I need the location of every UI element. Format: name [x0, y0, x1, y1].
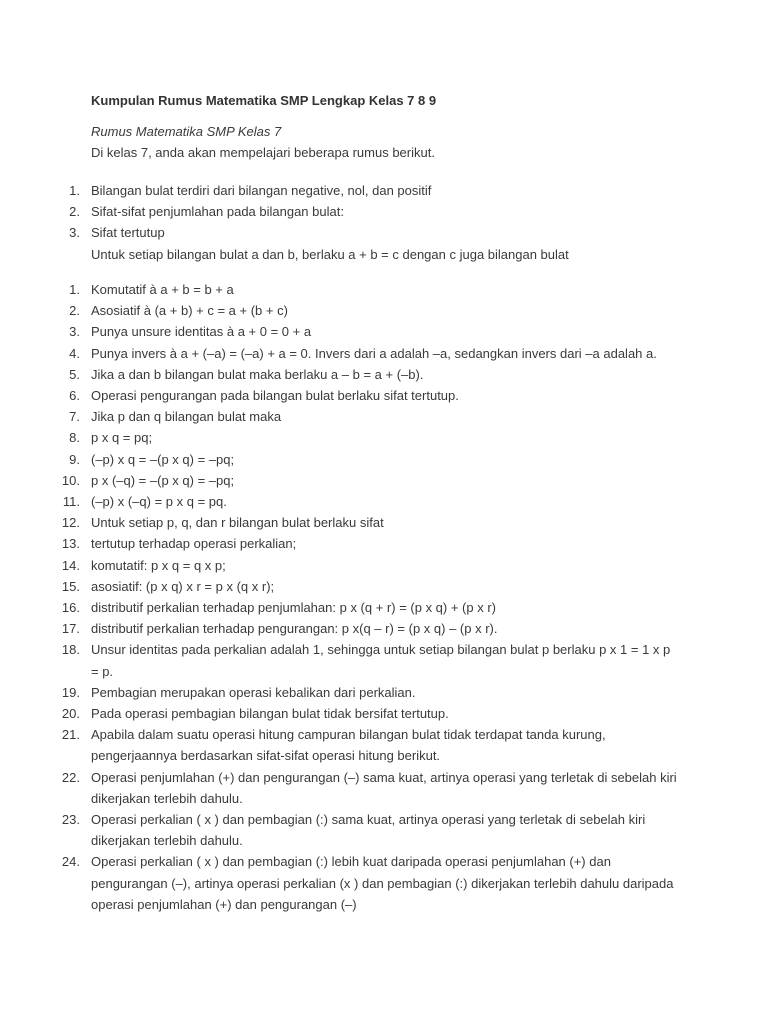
item-number: 3.: [69, 324, 80, 340]
list-item: [0, 364, 681, 385]
item-text: distributif perkalian terhadap penjumlahan: p x (q + r) = (p x q) + (p x r): [91, 600, 496, 616]
list-item: [0, 222, 681, 243]
item-text: Asosiatif à (a + b) + c = a + (b + c): [91, 303, 288, 319]
list-item: [0, 470, 681, 491]
list-item: [0, 682, 681, 703]
list-item: [0, 321, 681, 342]
item-number: 2.: [69, 204, 80, 220]
list-item: [0, 597, 681, 618]
item-text: Sifat-sifat penjumlahan pada bilangan bulat:: [91, 204, 344, 220]
item-number: 12.: [61, 515, 80, 531]
item-text: Operasi perkalian ( x ) dan pembagian (:) sama kuat, artinya operasi yang terletak di sebelah kiri dikerjakan terlebih dahulu.: [91, 812, 646, 849]
item-number: 10.: [61, 472, 80, 488]
closure-text: Untuk setiap bilangan bulat a dan b, berlaku a + b = c dengan c juga bilangan bulat: [91, 246, 569, 262]
item-number: 21.: [61, 727, 80, 743]
item-text: distributif perkalian terhadap pengurangan: p x(q – r) = (p x q) – (p x r).: [91, 621, 498, 637]
item-number: 3.: [69, 225, 80, 241]
item-text: Unsur identitas pada perkalian adalah 1, sehingga untuk setiap bilangan bulat p berlaku p x 1 = 1 x p = p.: [91, 642, 671, 679]
item-text: p x q = pq;: [91, 430, 153, 446]
item-number: 7.: [69, 409, 80, 425]
basic-list: [0, 180, 681, 265]
list-item: [0, 406, 681, 427]
list-item: [0, 512, 681, 533]
item-number: 8.: [69, 430, 80, 446]
item-number: 13.: [61, 536, 80, 552]
item-text: Jika a dan b bilangan bulat maka berlaku a – b = a + (–b).: [91, 366, 424, 382]
document-title: Kumpulan Rumus Matematika SMP Lengkap Kelas 7 8 9: [91, 93, 437, 108]
item-text: Punya invers à a + (–a) = (–a) + a = 0. Invers dari a adalah –a, sedangkan invers dari –a adalah a.: [91, 345, 657, 361]
item-number: 17.: [61, 621, 80, 637]
item-number: 23.: [61, 812, 80, 828]
list-item: [0, 300, 681, 321]
list-item: [0, 343, 681, 364]
list-item: [0, 449, 681, 470]
item-text: Jika p dan q bilangan bulat maka: [91, 409, 282, 425]
list-item: [0, 809, 681, 851]
item-text: p x (–q) = –(p x q) = –pq;: [91, 472, 235, 488]
item-number: 18.: [61, 642, 80, 658]
item-number: 9.: [69, 451, 80, 467]
item-text: Untuk setiap p, q, dan r bilangan bulat berlaku sifat: [91, 515, 384, 531]
item-text: Operasi perkalian ( x ) dan pembagian (:) lebih kuat daripada operasi penjumlahan (+) dan pengurangan (–), artinya operasi perkalian (x ) dan pembagian (:) dikerjakan terlebih dahulu daripada operasi penjumlahan (+) dan pengurangan (–): [91, 854, 674, 912]
item-text: (–p) x q = –(p x q) = –pq;: [91, 451, 235, 467]
item-number: 24.: [61, 854, 80, 870]
item-text: tertutup terhadap operasi perkalian;: [91, 536, 297, 552]
list-item: [0, 180, 681, 201]
item-number: 20.: [61, 706, 80, 722]
item-number: 19.: [61, 684, 80, 700]
list-item: [0, 491, 681, 512]
item-number: 1.: [69, 282, 80, 297]
item-text: Operasi pengurangan pada bilangan bulat berlaku sifat tertutup.: [91, 388, 459, 404]
item-text: Bilangan bulat terdiri dari bilangan negative, nol, dan positif: [91, 183, 432, 198]
item-number: 22.: [61, 769, 80, 785]
item-text: Apabila dalam suatu operasi hitung campuran bilangan bulat tidak terdapat tanda kurung, pengerjaannya berdasarkan sifat-sifat operasi hitung berikut.: [91, 727, 606, 764]
list-item: [0, 385, 681, 406]
list-item: [0, 279, 681, 300]
list-item: [0, 533, 681, 554]
item-number: 5.: [69, 366, 80, 382]
item-number: 14.: [61, 557, 80, 573]
list-item: [0, 427, 681, 448]
item-number: 1.: [69, 183, 80, 198]
list-item: [0, 201, 681, 222]
section-subtitle: Rumus Matematika SMP Kelas 7: [91, 124, 282, 139]
item-text: Pembagian merupakan operasi kebalikan dari perkalian.: [91, 684, 416, 700]
list-item: [0, 724, 681, 766]
list-item: [0, 639, 681, 681]
list-item: [0, 618, 681, 639]
item-number: 11.: [62, 494, 80, 510]
item-text: Operasi penjumlahan (+) dan pengurangan (–) sama kuat, artinya operasi yang terletak di sebelah kiri dikerjakan terlebih dahulu.: [91, 769, 677, 806]
item-number: 4.: [69, 345, 80, 361]
item-text: Punya unsure identitas à a + 0 = 0 + a: [91, 324, 312, 340]
properties-list: [0, 279, 681, 915]
item-text: asosiatif: (p x q) x r = p x (q x r);: [91, 578, 275, 594]
item-number: 2.: [69, 303, 80, 319]
item-text: Sifat tertutup: [91, 225, 165, 241]
item-number: 15.: [61, 578, 80, 594]
item-text: Pada operasi pembagian bilangan bulat tidak bersifat tertutup.: [91, 706, 449, 722]
list-item: [0, 851, 681, 915]
list-item: [0, 703, 681, 724]
list-item: [0, 576, 681, 597]
list-item: [0, 767, 681, 809]
item-text: komutatif: p x q = q x p;: [91, 557, 226, 573]
intro-text: Di kelas 7, anda akan mempelajari beberapa rumus berikut.: [91, 145, 435, 160]
list-item: [0, 555, 681, 576]
item-text: Komutatif à a + b = b + a: [91, 282, 234, 297]
item-number: 6.: [69, 388, 80, 404]
item-number: 16.: [61, 600, 80, 616]
item-text: (–p) x (–q) = p x q = pq.: [91, 494, 227, 510]
